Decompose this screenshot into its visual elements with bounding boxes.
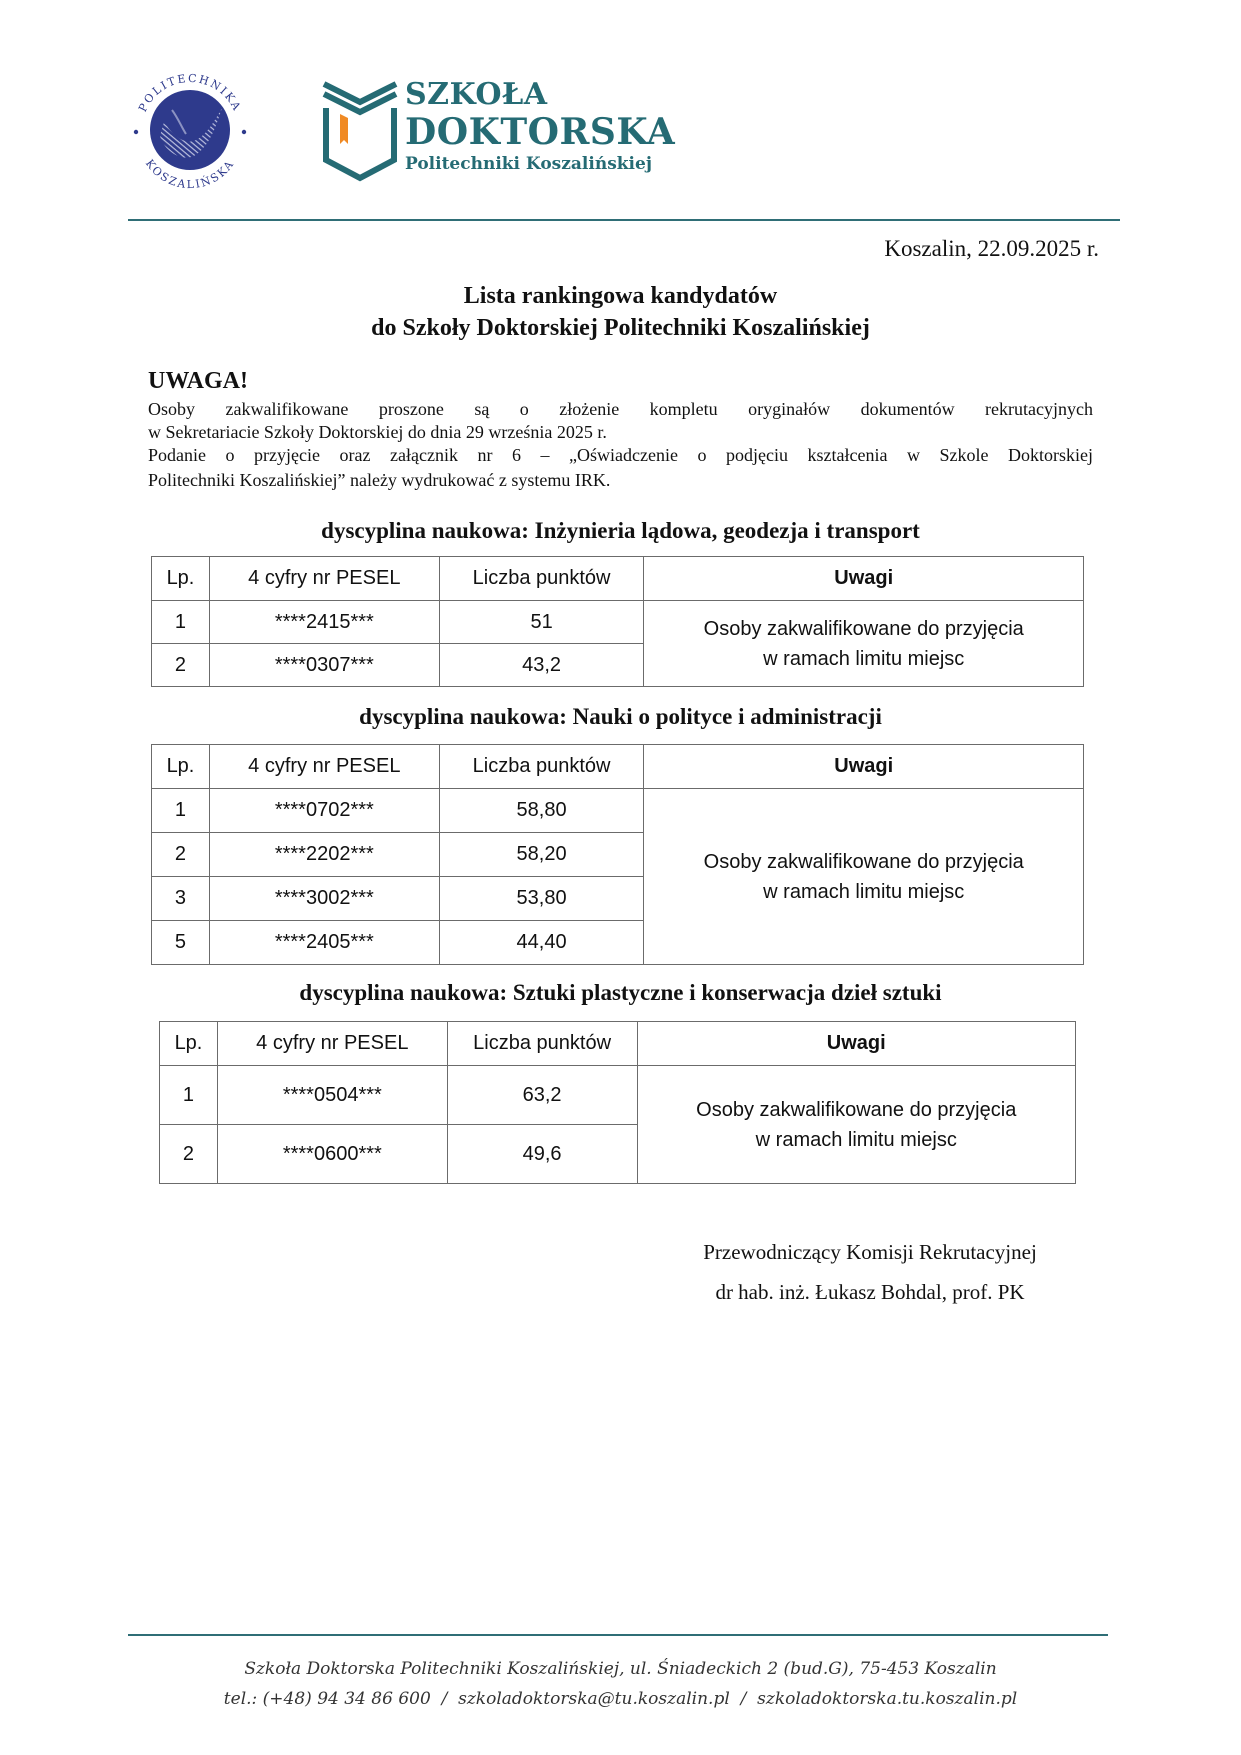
footer-address: Szkoła Doktorska Politechniki Koszalińskiej, ul. Śniadeckich 2 (bud.G), 75-453 Koszalin bbox=[244, 1659, 997, 1679]
remark-line: Osoby zakwalifikowane do przyjęcia bbox=[703, 850, 1024, 873]
cell-remarks bbox=[644, 789, 1084, 965]
footer-separator: / bbox=[740, 1689, 747, 1709]
notice-heading: UWAGA! bbox=[148, 368, 248, 394]
notice-text: Politechniki Koszalińskiej” należy wydrukować z systemu IRK. bbox=[148, 470, 611, 490]
ranking-table bbox=[159, 1021, 1076, 1184]
header-divider bbox=[128, 219, 1120, 221]
remark-line: w ramach limitu miejsc bbox=[755, 1128, 957, 1151]
cell-points: 58,80 bbox=[439, 789, 644, 833]
cell-pesel: ****0504*** bbox=[217, 1066, 447, 1125]
university-seal-icon bbox=[124, 64, 256, 196]
remark-line: w ramach limitu miejsc bbox=[763, 647, 965, 670]
footer-separator: / bbox=[441, 1689, 448, 1709]
column-header-lp: Lp. bbox=[152, 745, 210, 789]
cell-pesel: ****2415*** bbox=[209, 601, 439, 644]
column-header-points: Liczba punktów bbox=[439, 745, 644, 789]
column-header-remarks: Uwagi bbox=[644, 557, 1084, 601]
cell-points: 51 bbox=[439, 601, 644, 644]
table-header-row bbox=[152, 745, 1084, 789]
wordmark-line2: DOKTORSKA bbox=[405, 111, 676, 153]
footer-contacts bbox=[0, 1684, 1241, 1714]
signature-block bbox=[680, 1232, 1060, 1312]
cell-pesel: ****0307*** bbox=[209, 644, 439, 687]
cell-points: 53,80 bbox=[439, 877, 644, 921]
cell-pesel: ****2202*** bbox=[209, 833, 439, 877]
wordmark-line3: Politechniki Koszalińskiej bbox=[405, 154, 652, 174]
column-header-pesel: 4 cyfry nr PESEL bbox=[217, 1022, 447, 1066]
footer-website-link[interactable]: szkoladoktorska.tu.koszalin.pl bbox=[757, 1689, 1018, 1709]
cell-remarks bbox=[644, 601, 1084, 687]
remark-line: w ramach limitu miejsc bbox=[763, 880, 965, 903]
doctoral-school-book-icon bbox=[320, 78, 400, 184]
cell-lp: 2 bbox=[152, 833, 210, 877]
column-header-remarks: Uwagi bbox=[644, 745, 1084, 789]
table-header-row bbox=[152, 557, 1084, 601]
signature-name: dr hab. inż. Łukasz Bohdal, prof. PK bbox=[715, 1280, 1025, 1304]
cell-lp: 5 bbox=[152, 921, 210, 965]
cell-pesel: ****2405*** bbox=[209, 921, 439, 965]
notice-text: Osoby zakwalifikowane proszone są o złożenie kompletu oryginałów dokumentów rekrutacyjnych bbox=[148, 399, 1093, 419]
column-header-points: Liczba punktów bbox=[439, 557, 644, 601]
ranking-table bbox=[151, 556, 1084, 687]
ranking-table bbox=[151, 744, 1084, 965]
discipline-heading: dyscyplina naukowa: Nauki o polityce i administracji bbox=[359, 704, 882, 729]
signature-role: Przewodniczący Komisji Rekrutacyjnej bbox=[703, 1240, 1037, 1264]
cell-pesel: ****0702*** bbox=[209, 789, 439, 833]
table-row bbox=[152, 789, 1084, 833]
footer-email-link[interactable]: szkoladoktorska@tu.koszalin.pl bbox=[458, 1689, 730, 1709]
cell-remarks bbox=[637, 1066, 1076, 1184]
cell-lp: 1 bbox=[160, 1066, 218, 1125]
place-date: Koszalin, 22.09.2025 r. bbox=[884, 236, 1099, 261]
column-header-points: Liczba punktów bbox=[447, 1022, 637, 1066]
cell-pesel: ****0600*** bbox=[217, 1125, 447, 1184]
cell-lp: 1 bbox=[152, 601, 210, 644]
svg-text:POLITECHNIKA: POLITECHNIKA bbox=[136, 71, 244, 114]
notice-block bbox=[148, 366, 1093, 494]
discipline-heading: dyscyplina naukowa: Sztuki plastyczne i konserwacja dzieł sztuki bbox=[299, 980, 942, 1005]
cell-points: 49,6 bbox=[447, 1125, 637, 1184]
column-header-lp: Lp. bbox=[152, 557, 210, 601]
remark-line: Osoby zakwalifikowane do przyjęcia bbox=[703, 617, 1024, 640]
university-logo bbox=[124, 64, 256, 196]
document-title bbox=[0, 280, 1241, 344]
table-header-row bbox=[160, 1022, 1076, 1066]
cell-lp: 3 bbox=[152, 877, 210, 921]
title-line1: Lista rankingowa kandydatów bbox=[463, 283, 778, 309]
column-header-pesel: 4 cyfry nr PESEL bbox=[209, 745, 439, 789]
cell-points: 63,2 bbox=[447, 1066, 637, 1125]
notice-text: Podanie o przyjęcie oraz załącznik nr 6 – „Oświadczenie o podjęciu kształcenia w Szkole Doktorskiej bbox=[148, 445, 1093, 465]
column-header-pesel: 4 cyfry nr PESEL bbox=[209, 557, 439, 601]
notice-text: w Sekretariacie Szkoły Doktorskiej do dnia 29 września 2025 r. bbox=[148, 422, 607, 442]
table-row bbox=[152, 601, 1084, 644]
cell-lp: 2 bbox=[152, 644, 210, 687]
column-header-remarks: Uwagi bbox=[637, 1022, 1076, 1066]
table-row bbox=[160, 1066, 1076, 1125]
column-header-lp: Lp. bbox=[160, 1022, 218, 1066]
wordmark-line1: SZKOŁA bbox=[405, 77, 548, 112]
cell-points: 44,40 bbox=[439, 921, 644, 965]
title-line2: do Szkoły Doktorskiej Politechniki Koszalińskiej bbox=[371, 315, 870, 341]
footer-phone: tel.: (+48) 94 34 86 600 bbox=[223, 1689, 431, 1709]
footer-divider bbox=[128, 1634, 1108, 1636]
cell-points: 58,20 bbox=[439, 833, 644, 877]
discipline-heading: dyscyplina naukowa: Inżynieria lądowa, geodezja i transport bbox=[321, 518, 920, 543]
doctoral-school-wordmark bbox=[405, 78, 675, 176]
cell-points: 43,2 bbox=[439, 644, 644, 687]
cell-lp: 1 bbox=[152, 789, 210, 833]
cell-pesel: ****3002*** bbox=[209, 877, 439, 921]
remark-line: Osoby zakwalifikowane do przyjęcia bbox=[696, 1098, 1017, 1121]
footer bbox=[0, 1654, 1241, 1714]
cell-lp: 2 bbox=[160, 1125, 218, 1184]
svg-text:KOSZALIŃSKA: KOSZALIŃSKA bbox=[142, 157, 238, 192]
